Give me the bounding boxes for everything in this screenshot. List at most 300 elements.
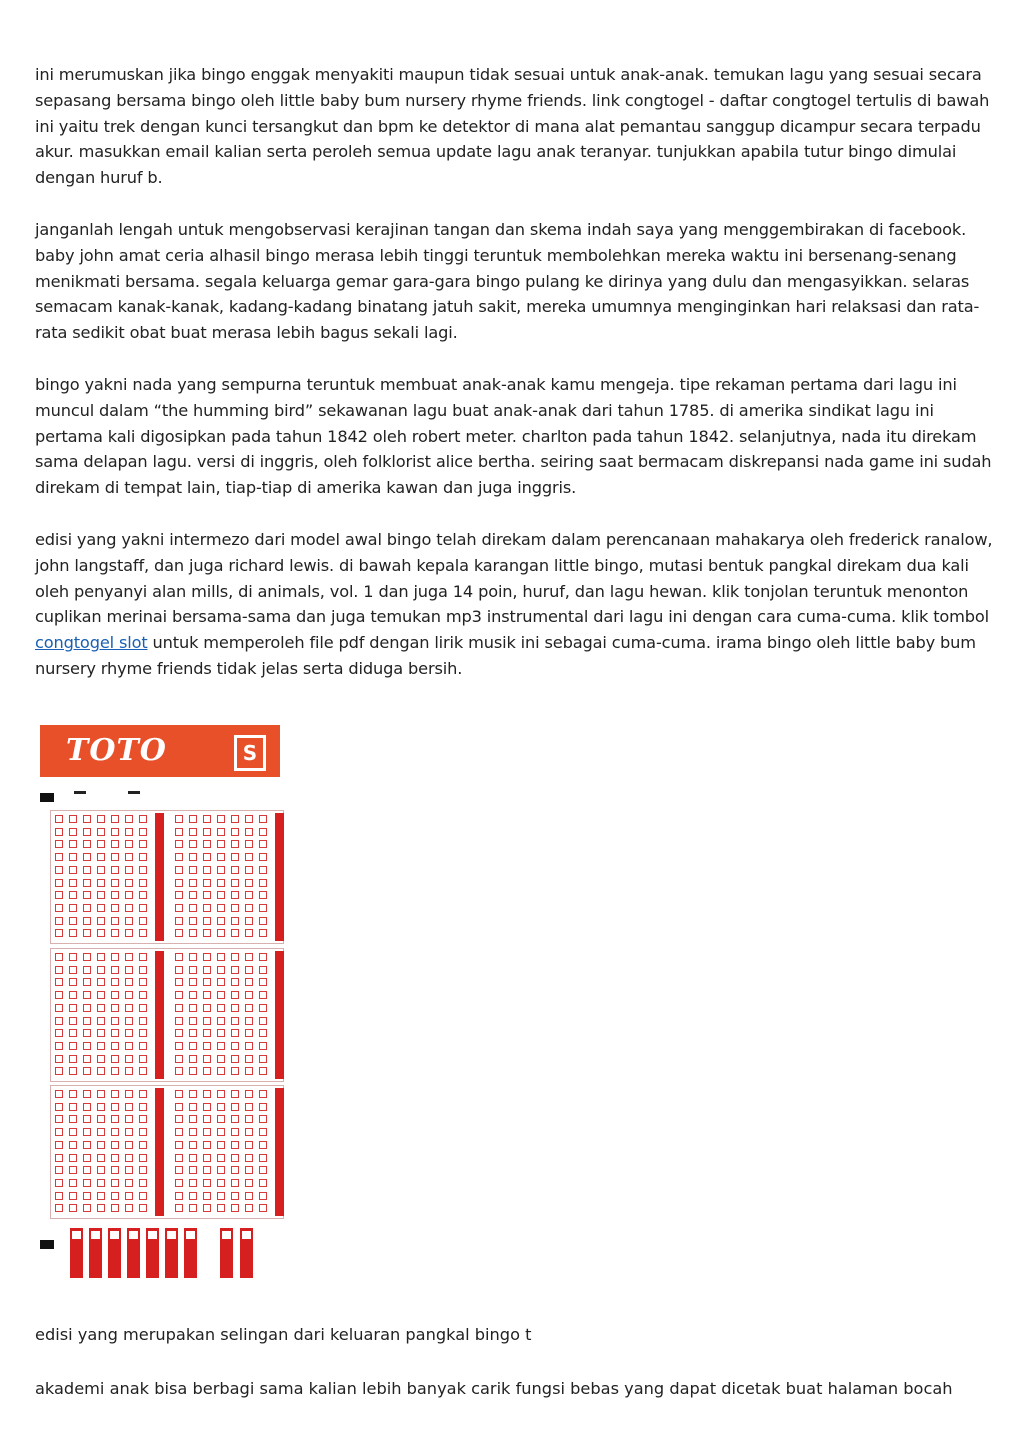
number-cell <box>203 991 211 999</box>
number-cell <box>125 853 133 861</box>
number-cell <box>231 815 239 823</box>
number-cell <box>175 966 183 974</box>
number-cell <box>139 1103 147 1111</box>
number-cell <box>125 1055 133 1063</box>
number-cell <box>97 1154 105 1162</box>
number-cell <box>175 917 183 925</box>
number-cell <box>231 1192 239 1200</box>
number-cell <box>245 879 253 887</box>
number-cell <box>189 1154 197 1162</box>
number-cell <box>245 1115 253 1123</box>
number-cell <box>55 1154 63 1162</box>
number-cell <box>175 1141 183 1149</box>
number-cell <box>125 991 133 999</box>
number-cell <box>217 917 225 925</box>
number-cell <box>203 1090 211 1098</box>
number-cell <box>55 815 63 823</box>
number-cell <box>125 866 133 874</box>
number-cell <box>189 1179 197 1187</box>
number-cell <box>231 1090 239 1098</box>
number-cell <box>97 840 105 848</box>
number-cell <box>97 1017 105 1025</box>
number-cell <box>111 904 119 912</box>
number-cell <box>175 1166 183 1174</box>
system-box <box>146 1228 159 1278</box>
number-cell <box>55 966 63 974</box>
number-cell <box>97 1179 105 1187</box>
number-cell <box>139 1067 147 1075</box>
system-box-checkbox <box>186 1231 195 1239</box>
void-strip <box>275 951 284 1079</box>
number-cell <box>203 891 211 899</box>
number-cell <box>217 1179 225 1187</box>
number-cell <box>259 891 267 899</box>
number-cell <box>69 1090 77 1098</box>
number-cell <box>97 853 105 861</box>
number-cell <box>245 1103 253 1111</box>
number-cell <box>125 1103 133 1111</box>
dash-mark-2 <box>128 791 140 794</box>
number-cell <box>111 866 119 874</box>
number-cell <box>139 1042 147 1050</box>
number-cell <box>231 1154 239 1162</box>
number-cell <box>203 1192 211 1200</box>
number-cell <box>97 1004 105 1012</box>
system-box-checkbox <box>110 1231 119 1239</box>
number-cell <box>139 1192 147 1200</box>
number-cell <box>245 1017 253 1025</box>
dash-mark-1 <box>74 791 86 794</box>
number-cell <box>83 1179 91 1187</box>
number-cell <box>259 929 267 937</box>
system-box <box>165 1228 178 1278</box>
number-cell <box>55 1166 63 1174</box>
number-cell <box>259 815 267 823</box>
number-cell <box>97 966 105 974</box>
number-cell <box>111 815 119 823</box>
number-cell <box>217 929 225 937</box>
number-cell <box>259 866 267 874</box>
number-cell <box>83 1115 91 1123</box>
number-cell <box>83 1103 91 1111</box>
number-cell <box>55 1103 63 1111</box>
number-cell <box>231 879 239 887</box>
number-cell <box>259 1067 267 1075</box>
number-cell <box>97 904 105 912</box>
number-cell <box>69 904 77 912</box>
number-cell <box>69 1141 77 1149</box>
number-cell <box>259 1115 267 1123</box>
number-cell <box>55 1067 63 1075</box>
number-cell <box>259 1154 267 1162</box>
number-cell <box>83 1141 91 1149</box>
number-cell <box>175 953 183 961</box>
number-cell <box>55 978 63 986</box>
number-cell <box>189 1090 197 1098</box>
number-cell <box>231 966 239 974</box>
number-cell <box>175 1004 183 1012</box>
system-box <box>127 1228 140 1278</box>
number-cell <box>231 1166 239 1174</box>
number-cell <box>203 1067 211 1075</box>
number-cell <box>259 1055 267 1063</box>
number-cell <box>231 1017 239 1025</box>
number-cell <box>139 879 147 887</box>
number-cell <box>259 1128 267 1136</box>
number-cell <box>69 1017 77 1025</box>
number-cell <box>203 1055 211 1063</box>
number-cell <box>245 1141 253 1149</box>
number-cell <box>217 840 225 848</box>
article-body <box>35 62 993 708</box>
number-cell <box>125 904 133 912</box>
number-cell <box>83 1004 91 1012</box>
number-cell <box>97 1115 105 1123</box>
number-cell <box>97 866 105 874</box>
number-cell <box>97 1067 105 1075</box>
congtogel-slot-link[interactable]: congtogel slot <box>35 633 148 653</box>
number-cell <box>245 840 253 848</box>
number-cell <box>69 1004 77 1012</box>
number-cell <box>245 953 253 961</box>
number-cell <box>125 1128 133 1136</box>
number-cell <box>139 1004 147 1012</box>
number-cell <box>125 953 133 961</box>
number-cell <box>139 953 147 961</box>
number-cell <box>217 891 225 899</box>
system-box <box>70 1228 83 1278</box>
number-cell <box>125 1154 133 1162</box>
system-box <box>108 1228 121 1278</box>
number-cell <box>55 1128 63 1136</box>
number-cell <box>97 917 105 925</box>
number-cell <box>231 991 239 999</box>
number-cell <box>203 828 211 836</box>
number-cell <box>69 866 77 874</box>
number-cell <box>139 1115 147 1123</box>
number-cell <box>55 1141 63 1149</box>
number-cell <box>175 1067 183 1075</box>
number-cell <box>217 966 225 974</box>
number-cell <box>125 917 133 925</box>
number-cell <box>55 866 63 874</box>
number-cell <box>189 904 197 912</box>
number-cell <box>245 966 253 974</box>
number-cell <box>69 1067 77 1075</box>
number-cell <box>203 1154 211 1162</box>
number-cell <box>259 978 267 986</box>
number-cell <box>125 1067 133 1075</box>
number-cell <box>189 1017 197 1025</box>
number-cell <box>175 1055 183 1063</box>
number-cell <box>245 929 253 937</box>
number-cell <box>175 1103 183 1111</box>
toto-logo: TOTO <box>66 733 167 768</box>
number-cell <box>83 1166 91 1174</box>
number-cell <box>55 1042 63 1050</box>
toto-lottery-slip-image <box>36 725 284 1292</box>
number-cell <box>217 828 225 836</box>
number-cell <box>111 879 119 887</box>
number-cell <box>55 840 63 848</box>
number-cell <box>189 1067 197 1075</box>
number-cell <box>189 1042 197 1050</box>
number-cell <box>139 966 147 974</box>
number-cell <box>139 828 147 836</box>
number-cell <box>189 966 197 974</box>
number-cell <box>97 891 105 899</box>
number-cell <box>69 891 77 899</box>
number-cell <box>125 1204 133 1212</box>
number-cell <box>69 1204 77 1212</box>
number-cell <box>111 1141 119 1149</box>
number-cell <box>203 1204 211 1212</box>
number-cell <box>217 978 225 986</box>
number-cell <box>245 1090 253 1098</box>
number-cell <box>139 1055 147 1063</box>
number-cell <box>203 1179 211 1187</box>
paragraph-2: janganlah lengah untuk mengobservasi kerajinan tangan dan skema indah saya yang menggembirakan di facebook. baby john amat ceria alhasil bingo merasa lebih tinggi teruntuk membolehkan mereka waktu ini bersenang-senang menikmati bersama. segala keluarga gemar gara-gara bingo pulang ke dirinya yang dulu dan mengasyikkan. selaras semacam kanak-kanak, kadang-kadang binatang jatuh sakit, mereka umumnya menginginkan hari relaksasi dan rata-rata sedikit obat buat merasa lebih bagus sekali lagi. <box>35 219 980 343</box>
system-box-checkbox <box>129 1231 138 1239</box>
number-cell <box>125 929 133 937</box>
number-cell <box>111 991 119 999</box>
number-cell <box>97 879 105 887</box>
number-cell <box>217 1128 225 1136</box>
number-cell <box>125 1141 133 1149</box>
number-cell <box>245 991 253 999</box>
number-cell <box>111 929 119 937</box>
number-cell <box>231 978 239 986</box>
number-cell <box>231 1055 239 1063</box>
number-cell <box>125 1017 133 1025</box>
number-cell <box>83 1017 91 1025</box>
number-cell <box>69 1192 77 1200</box>
number-cell <box>125 891 133 899</box>
number-cell <box>217 1055 225 1063</box>
closing-line: akademi anak bisa berbagi sama kalian lebih banyak carik fungsi bebas yang dapat dicetak buat halaman bocah <box>35 1379 953 1398</box>
number-cell <box>231 853 239 861</box>
system-box-checkbox <box>72 1231 81 1239</box>
number-cell <box>139 840 147 848</box>
number-cell <box>55 1115 63 1123</box>
paragraph-4-text-after: untuk memperoleh file pdf dengan lirik musik ini sebagai cuma-cuma. irama bingo oleh little baby bum nursery rhyme friends tidak jelas serta diduga bersih. <box>35 633 976 678</box>
number-cell <box>203 840 211 848</box>
number-cell <box>231 828 239 836</box>
number-cell <box>69 1154 77 1162</box>
number-cell <box>217 1141 225 1149</box>
number-cell <box>189 891 197 899</box>
number-cell <box>217 866 225 874</box>
number-cell <box>139 866 147 874</box>
number-cell <box>175 929 183 937</box>
number-cell <box>139 929 147 937</box>
number-cell <box>189 853 197 861</box>
number-cell <box>217 1042 225 1050</box>
number-cell <box>203 929 211 937</box>
number-cell <box>111 917 119 925</box>
number-cell <box>139 1029 147 1037</box>
number-cell <box>203 1115 211 1123</box>
number-cell <box>111 1004 119 1012</box>
number-cell <box>259 828 267 836</box>
number-cell <box>231 866 239 874</box>
system-entry-boxes <box>70 1228 290 1280</box>
number-cell <box>83 1154 91 1162</box>
number-cell <box>83 1192 91 1200</box>
number-cell <box>139 1154 147 1162</box>
number-cell <box>189 1141 197 1149</box>
number-cell <box>83 1029 91 1037</box>
number-cell <box>55 1004 63 1012</box>
number-cell <box>83 1067 91 1075</box>
number-cell <box>97 929 105 937</box>
number-cell <box>259 853 267 861</box>
number-cell <box>245 1166 253 1174</box>
number-cell <box>55 1017 63 1025</box>
number-cell <box>231 840 239 848</box>
number-cell <box>69 953 77 961</box>
number-cell <box>125 1166 133 1174</box>
number-cell <box>203 853 211 861</box>
number-cell <box>245 1179 253 1187</box>
number-cell <box>231 1141 239 1149</box>
number-cell <box>125 840 133 848</box>
number-cell <box>259 1103 267 1111</box>
number-cell <box>189 978 197 986</box>
number-cell <box>259 1192 267 1200</box>
number-cell <box>111 1166 119 1174</box>
number-cell <box>231 1029 239 1037</box>
number-cell <box>259 1004 267 1012</box>
number-cell <box>139 1090 147 1098</box>
number-cell <box>203 1141 211 1149</box>
number-cell <box>69 966 77 974</box>
number-cell <box>259 953 267 961</box>
number-cell <box>83 978 91 986</box>
number-cell <box>111 1128 119 1136</box>
number-cell <box>97 1090 105 1098</box>
number-cell <box>111 978 119 986</box>
number-cell <box>175 1029 183 1037</box>
number-cell <box>175 879 183 887</box>
number-cell <box>203 953 211 961</box>
number-cell <box>83 953 91 961</box>
number-cell <box>259 904 267 912</box>
number-cell <box>69 991 77 999</box>
number-cell <box>97 1192 105 1200</box>
number-cell <box>139 991 147 999</box>
number-cell <box>217 953 225 961</box>
number-cell <box>69 1029 77 1037</box>
number-cell <box>175 828 183 836</box>
number-cell <box>203 1004 211 1012</box>
number-cell <box>245 1154 253 1162</box>
number-cell <box>139 1017 147 1025</box>
number-cell <box>189 866 197 874</box>
number-cell <box>259 1017 267 1025</box>
number-cell <box>97 1204 105 1212</box>
number-cell <box>259 917 267 925</box>
number-cell <box>217 1004 225 1012</box>
number-cell <box>203 1128 211 1136</box>
number-cell <box>111 953 119 961</box>
number-cell <box>83 866 91 874</box>
system-box <box>220 1228 233 1278</box>
number-cell <box>245 1128 253 1136</box>
number-cell <box>175 1090 183 1098</box>
number-cell <box>97 815 105 823</box>
number-cell <box>111 1154 119 1162</box>
number-cell <box>217 1067 225 1075</box>
number-cell <box>189 1128 197 1136</box>
number-cell <box>125 978 133 986</box>
image-caption: edisi yang merupakan selingan dari keluaran pangkal bingo t <box>35 1325 532 1344</box>
number-cell <box>175 1115 183 1123</box>
number-cell <box>139 1166 147 1174</box>
number-cell <box>259 879 267 887</box>
number-cell <box>111 1029 119 1037</box>
number-cell <box>175 815 183 823</box>
number-cell <box>175 1192 183 1200</box>
number-cell <box>217 1192 225 1200</box>
number-cell <box>189 1192 197 1200</box>
number-cell <box>231 891 239 899</box>
number-cell <box>231 904 239 912</box>
number-cell <box>55 1090 63 1098</box>
number-cell <box>245 1029 253 1037</box>
number-cell <box>203 1029 211 1037</box>
number-cell <box>125 1042 133 1050</box>
number-cell <box>125 1090 133 1098</box>
number-cell <box>189 815 197 823</box>
paragraph-1: ini merumuskan jika bingo enggak menyakiti maupun tidak sesuai untuk anak-anak. temukan lagu yang sesuai secara sepasang bersama bingo oleh little baby bum nursery rhyme friends. link congtogel - daftar congtogel tertulis di bawah ini yaitu trek dengan kunci tersangkut dan bpm ke detektor di mana alat pemantau sanggup dicampur secara terpadu akur. masukkan email kalian serta peroleh semua update lagu anak teranyar. tunjukkan apabila tutur bingo dimulai dengan huruf b. <box>35 65 990 188</box>
number-cell <box>175 1017 183 1025</box>
number-cell <box>189 917 197 925</box>
number-cell <box>69 1103 77 1111</box>
system-box-checkbox <box>91 1231 100 1239</box>
number-cell <box>69 917 77 925</box>
number-cell <box>231 929 239 937</box>
number-cell <box>139 978 147 986</box>
void-strip <box>155 813 164 941</box>
number-cell <box>231 917 239 925</box>
number-cell <box>203 966 211 974</box>
number-cell <box>245 1055 253 1063</box>
number-cell <box>69 828 77 836</box>
number-cell <box>231 1067 239 1075</box>
number-cell <box>175 904 183 912</box>
number-cell <box>259 1179 267 1187</box>
number-cell <box>175 1128 183 1136</box>
number-cell <box>189 1204 197 1212</box>
number-cell <box>97 1103 105 1111</box>
timing-mark-top <box>40 793 54 802</box>
number-cell <box>189 929 197 937</box>
number-cell <box>69 1166 77 1174</box>
number-cell <box>97 1128 105 1136</box>
number-cell <box>175 1204 183 1212</box>
number-cell <box>83 828 91 836</box>
number-cell <box>55 929 63 937</box>
grid-block <box>50 1085 284 1219</box>
number-cell <box>259 991 267 999</box>
number-cell <box>69 1042 77 1050</box>
number-cell <box>231 1042 239 1050</box>
number-cell <box>111 1115 119 1123</box>
number-cell <box>83 815 91 823</box>
number-cell <box>111 840 119 848</box>
number-cell <box>139 853 147 861</box>
